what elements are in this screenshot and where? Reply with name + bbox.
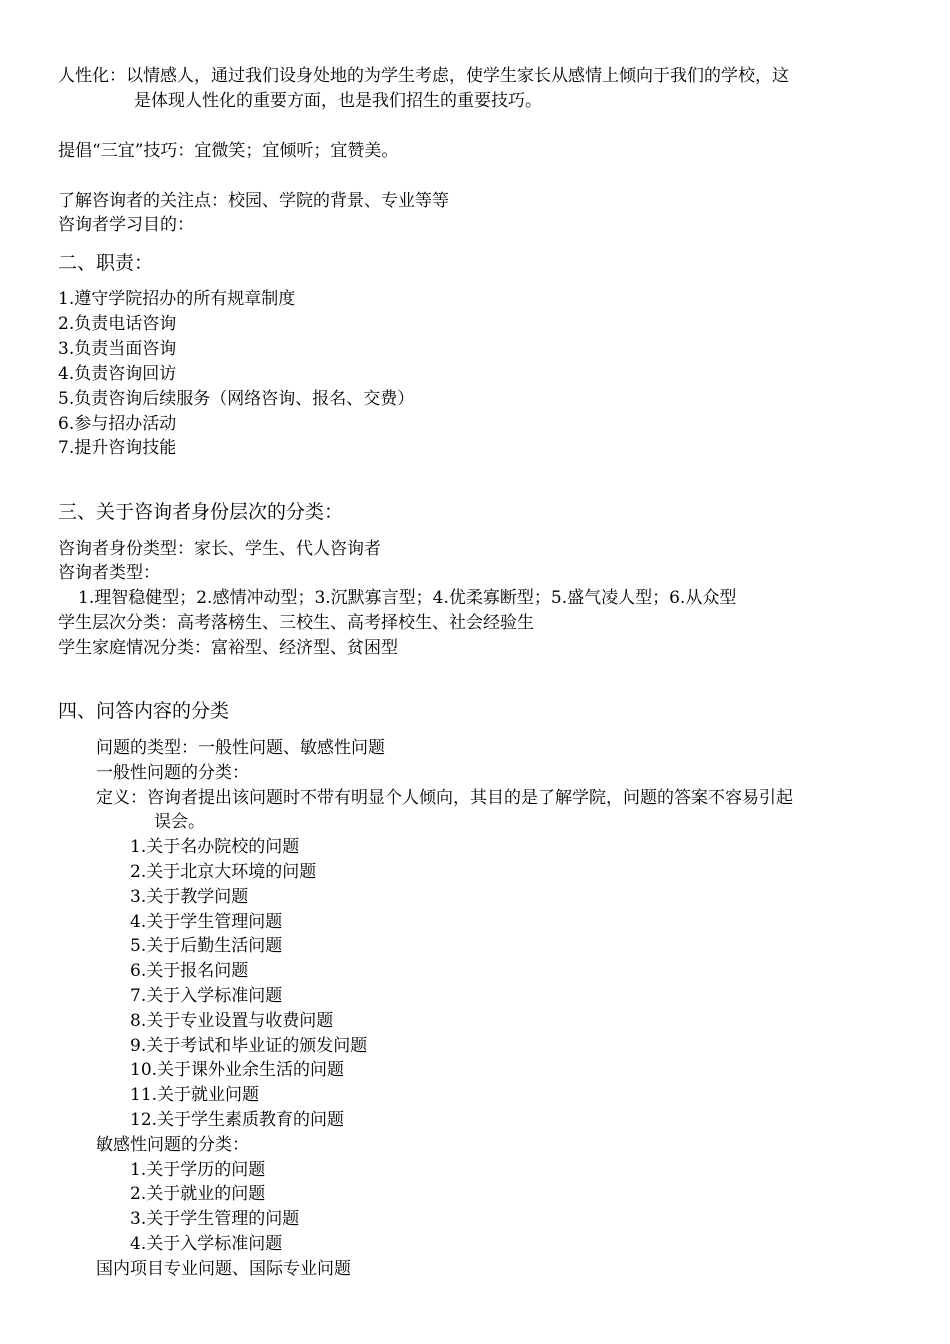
general-item: 7.关于入学标准问题 — [130, 986, 283, 1006]
purpose-line: 咨询者学习目的： — [58, 215, 194, 235]
duty-item: 1.遵守学院招办的所有规章制度 — [58, 289, 296, 309]
general-item: 12.关于学生素质教育的问题 — [130, 1110, 345, 1130]
duty-item: 6.参与招办活动 — [58, 414, 177, 434]
sensitive-item: 4.关于入学标准问题 — [130, 1234, 283, 1254]
general-item: 11.关于就业问题 — [130, 1085, 260, 1105]
student-level-line: 学生层次分类：高考落榜生、三校生、高考择校生、社会经验生 — [58, 613, 534, 633]
three-tips-line: 提倡“三宜”技巧：宜微笑；宜倾听；宜赞美。 — [58, 141, 399, 161]
general-label: 一般性问题的分类： — [96, 763, 249, 783]
duty-item: 3.负责当面咨询 — [58, 339, 177, 359]
humanize-line1: 以情感人，通过我们设身处地的为学生考虑，使学生家长从感情上倾向于我们的学校，这 — [126, 66, 789, 86]
duty-item: 4.负责咨询回访 — [58, 364, 177, 384]
section4-title: 四、问答内容的分类 — [58, 700, 230, 722]
general-item: 6.关于报名问题 — [130, 961, 249, 981]
duty-item: 7.提升咨询技能 — [58, 438, 177, 458]
sensitive-item: 2.关于就业的问题 — [130, 1184, 266, 1204]
humanize-paragraph — [58, 64, 789, 89]
types-line: 1.理智稳健型；2.感情冲动型；3.沉默寡言型；4.优柔寡断型；5.盛气凌人型；6.从众型 — [78, 588, 737, 608]
domestic-international-line: 国内项目专业问题、国际专业问题 — [96, 1259, 351, 1279]
family-line: 学生家庭情况分类：富裕型、经济型、贫困型 — [58, 638, 398, 658]
general-item: 8.关于专业设置与收费问题 — [130, 1011, 334, 1031]
sensitive-item: 3.关于学生管理的问题 — [130, 1209, 300, 1229]
definition-line1: 定义：咨询者提出该问题时不带有明显个人倾向，其目的是了解学院，问题的答案不容易引起 — [96, 788, 793, 808]
sensitive-item: 1.关于学历的问题 — [130, 1160, 266, 1180]
question-types-line: 问题的类型：一般性问题、敏感性问题 — [96, 738, 385, 758]
section3-title: 三、关于咨询者身份层次的分类： — [58, 501, 344, 523]
humanize-label: 人性化： — [58, 66, 126, 86]
sensitive-label: 敏感性问题的分类： — [96, 1135, 249, 1155]
general-item: 2.关于北京大环境的问题 — [130, 862, 317, 882]
general-item: 4.关于学生管理问题 — [130, 912, 283, 932]
humanize-line2: 是体现人性化的重要方面，也是我们招生的重要技巧。 — [134, 91, 542, 111]
general-item: 10.关于课外业余生活的问题 — [130, 1060, 345, 1080]
general-item: 3.关于教学问题 — [130, 887, 249, 907]
section2-title: 二、职责： — [58, 252, 154, 274]
general-item: 1.关于名办院校的问题 — [130, 837, 300, 857]
definition-line2: 误会。 — [154, 812, 205, 832]
duty-item: 5.负责咨询后续服务（网络咨询、报名、交费） — [58, 389, 415, 409]
duty-item: 2.负责电话咨询 — [58, 314, 177, 334]
general-item: 9.关于考试和毕业证的颁发问题 — [130, 1036, 368, 1056]
identity-line: 咨询者身份类型：家长、学生、代人咨询者 — [58, 539, 381, 559]
general-item: 5.关于后勤生活问题 — [130, 936, 283, 956]
type-label: 咨询者类型： — [58, 563, 160, 583]
focus-points-line: 了解咨询者的关注点：校园、学院的背景、专业等等 — [58, 191, 449, 211]
